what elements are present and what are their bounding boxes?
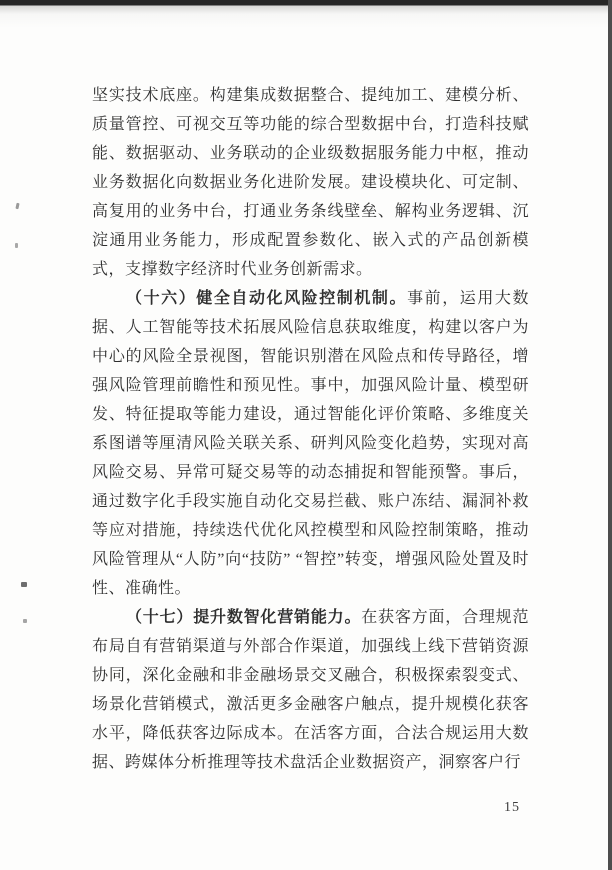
scan-speck [23, 619, 27, 623]
scan-speck [15, 243, 18, 248]
document-body [92, 81, 529, 777]
paragraph-section-16 [92, 284, 529, 603]
scan-speck [21, 582, 27, 587]
page-number: 15 [504, 800, 520, 815]
paragraph-section-17 [92, 603, 529, 777]
section-heading-17: （十七）提升数智化营销能力。 [126, 609, 362, 626]
section-heading-16: （十六）健全自动化风险控制机制。 [126, 290, 408, 307]
scan-edge-top [0, 0, 612, 28]
paragraph-continuation [92, 81, 529, 284]
paragraph-text: 在获客方面，合理规范布局自有营销渠道与外部合作渠道，加强线上线下营销资源协同，深化金融和非金融场景交叉融合，积极探索裂变式、场景化营销模式，激活更多金融客户触点，提升规模化获客水平，降低获客边际成本。在活客方面，合法合规运用大数据、跨媒体分析推理等技术盘活企业数据资产，洞察客户行 [92, 609, 529, 771]
scan-speck [15, 203, 19, 209]
paragraph-text: 事前，运用大数据、人工智能等技术拓展风险信息获取维度，构建以客户为中心的风险全景视图，智能识别潜在风险点和传导路径，增强风险管理前瞻性和预见性。事中，加强风险计量、模型研发、特征提取等能力建设，通过智能化评价策略、多维度关系图谱等厘清风险关联关系、研判风险变化趋势，实现对高风险交易、异常可疑交易等的动态捕捉和智能预警。事后，通过数字化手段实施自动化交易拦截、账户冻结、漏洞补救等应对措施，持续迭代优化风控模型和风险控制策略，推动风险管理从“人防”向“技防” “智控”转变，增强风险处置及时性、准确性。 [92, 290, 529, 597]
paragraph-text: 坚实技术底座。构建集成数据整合、提纯加工、建模分析、质量管控、可视交互等功能的综合型数据中台，打造科技赋能、数据驱动、业务联动的企业级数据服务能力中枢，推动业务数据化向数据业务化进阶发展。建设模块化、可定制、高复用的业务中台，打通业务条线壁垒、解构业务逻辑、沉淀通用业务能力，形成配置参数化、嵌入式的产品创新模式，支撑数字经济时代业务创新需求。 [92, 87, 529, 278]
scan-edge-right [608, 0, 612, 870]
